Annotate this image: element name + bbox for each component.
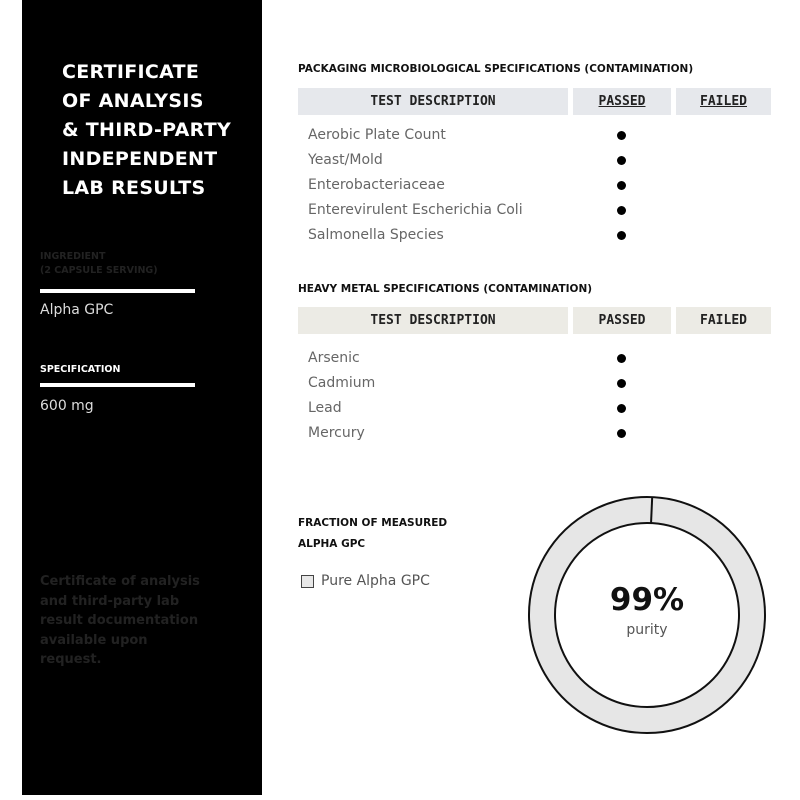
- column-header-failed: [676, 307, 771, 334]
- title-line: CERTIFICATE: [62, 61, 200, 83]
- passed-dot-icon: [617, 181, 626, 190]
- test-name: Mercury: [308, 425, 365, 441]
- heavy-metals-title: HEAVY METAL SPECIFICATIONS (CONTAMINATION): [298, 283, 593, 295]
- ingredient-divider: [40, 289, 195, 293]
- fraction-title-line: FRACTION OF MEASURED: [298, 517, 448, 529]
- passed-dot-icon: [617, 379, 626, 388]
- passed-dot-icon: [617, 231, 626, 240]
- table-row: [308, 346, 708, 371]
- column-header-text: PASSED: [598, 313, 646, 328]
- table-row: [308, 198, 708, 223]
- heavy-metals-rows: [308, 346, 708, 446]
- note-line: available upon: [40, 632, 148, 648]
- test-name: Salmonella Species: [308, 227, 444, 243]
- test-name: Cadmium: [308, 375, 376, 391]
- column-header-description: [298, 307, 568, 334]
- note-line: result documentation: [40, 613, 199, 629]
- documentation-note: [40, 572, 230, 670]
- table-row: [308, 396, 708, 421]
- table-row: [308, 371, 708, 396]
- test-name: Lead: [308, 400, 342, 416]
- table-row: [308, 421, 708, 446]
- table-row: [308, 148, 708, 173]
- microbiological-rows: [308, 123, 708, 248]
- ingredient-value: Alpha GPC: [40, 302, 114, 318]
- column-header-text: PASSED: [598, 94, 646, 109]
- remainder-divider: [651, 497, 652, 523]
- column-header-text: FAILED: [700, 94, 747, 109]
- ingredient-label: [40, 250, 158, 278]
- test-name: Enterobacteriaceae: [308, 177, 445, 193]
- specification-value: 600 mg: [40, 398, 94, 414]
- passed-dot-icon: [617, 404, 626, 413]
- title-line: LAB RESULTS: [62, 177, 206, 199]
- test-name: Arsenic: [308, 350, 360, 366]
- fraction-title: [298, 513, 447, 555]
- test-name: Yeast/Mold: [308, 152, 383, 168]
- column-header-passed: [573, 88, 671, 115]
- fraction-title-line: ALPHA GPC: [298, 538, 366, 550]
- purity-percent: 99%: [609, 582, 685, 618]
- ingredient-label-line: (2 CAPSULE SERVING): [40, 265, 158, 276]
- legend: [301, 572, 430, 590]
- table-row: [308, 123, 708, 148]
- title-line: INDEPENDENT: [62, 148, 218, 170]
- passed-dot-icon: [617, 429, 626, 438]
- test-name: Aerobic Plate Count: [308, 127, 446, 143]
- passed-dot-icon: [617, 131, 626, 140]
- legend-label: Pure Alpha GPC: [321, 573, 430, 589]
- passed-dot-icon: [617, 354, 626, 363]
- microbiological-title: PACKAGING MICROBIOLOGICAL SPECIFICATIONS (CONTAMINATION): [298, 63, 694, 75]
- column-header-description: [298, 88, 568, 115]
- purity-caption: purity: [626, 622, 668, 638]
- note-line: Certificate of analysis: [40, 574, 200, 589]
- ingredient-label-line: INGREDIENT: [40, 251, 106, 262]
- column-header-failed: [676, 88, 771, 115]
- legend-swatch: [301, 575, 314, 588]
- title-line: OF ANALYSIS: [62, 90, 204, 112]
- note-line: and third-party lab: [40, 593, 180, 609]
- column-header-text: TEST DESCRIPTION: [370, 313, 496, 328]
- specification-label: SPECIFICATION: [40, 364, 121, 375]
- test-name: Enterevirulent Escherichia Coli: [308, 202, 523, 218]
- specification-divider: [40, 383, 195, 387]
- title-line: & THIRD-PARTY: [62, 119, 232, 141]
- passed-dot-icon: [617, 206, 626, 215]
- certificate-title: [62, 58, 257, 203]
- column-header-text: FAILED: [700, 313, 747, 328]
- table-row: [308, 223, 708, 248]
- note-line: request.: [40, 652, 102, 668]
- column-header-passed: [573, 307, 671, 334]
- passed-dot-icon: [617, 156, 626, 165]
- table-row: [308, 173, 708, 198]
- column-header-text: TEST DESCRIPTION: [370, 94, 496, 109]
